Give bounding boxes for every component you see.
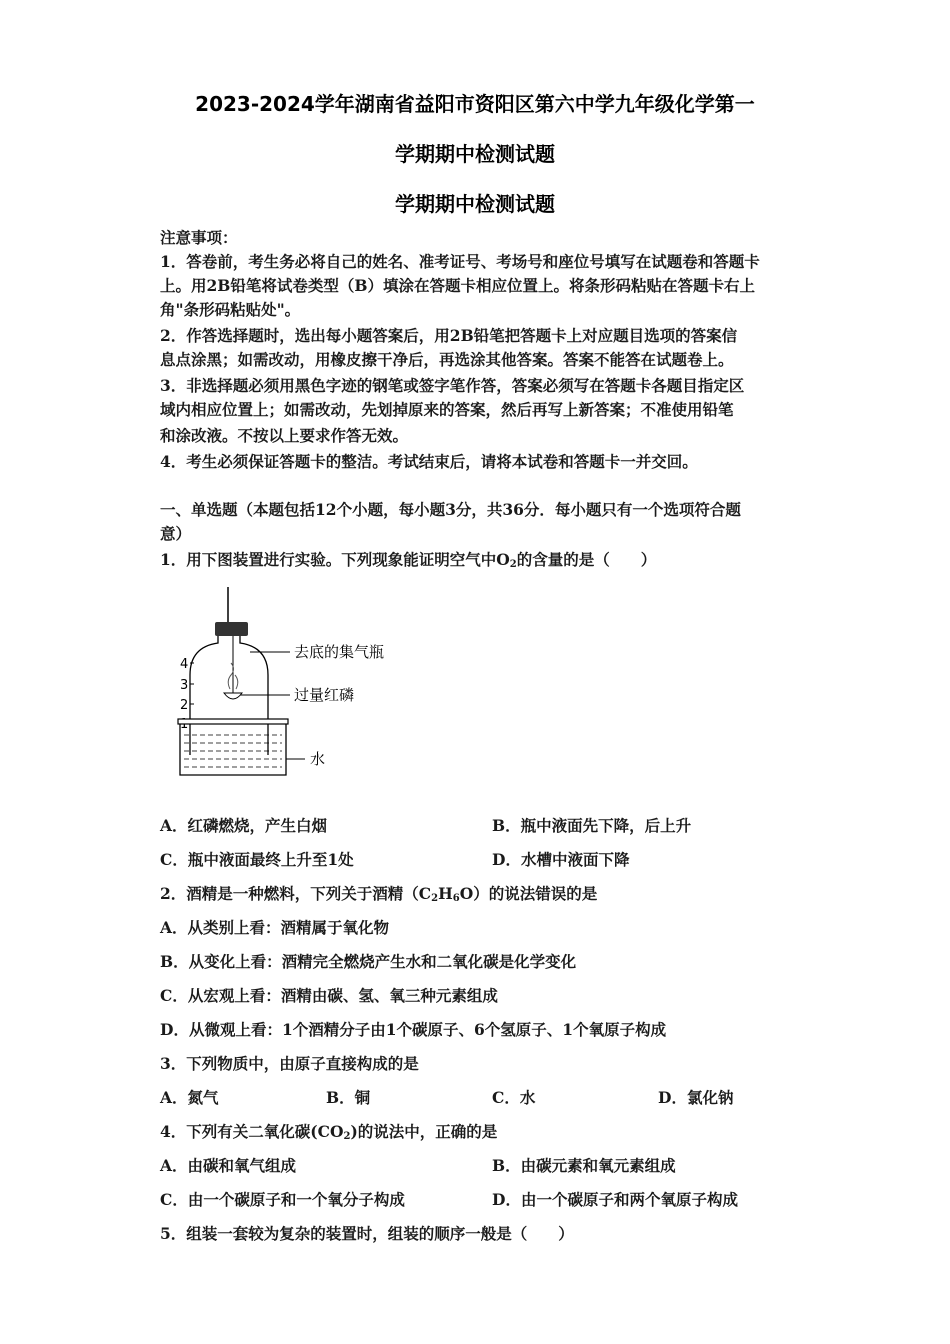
label-water: 水 [310, 750, 326, 768]
q3-option-b[interactable]: B．铜 [326, 1088, 371, 1107]
stopper [215, 622, 248, 636]
exam-title-line1: 2023-2024学年湖南省益阳市资阳区第六中学九年级化学第一 [195, 92, 755, 116]
q2-mid1: H [438, 884, 453, 903]
smoke [235, 675, 238, 689]
q4-option-b[interactable]: B．由碳元素和氧元素组成 [492, 1156, 676, 1175]
q3-stem: 3．下列物质中，由原子直接构成的是 [160, 1054, 419, 1073]
q1-option-b[interactable]: B．瓶中液面先下降，后上升 [492, 816, 692, 835]
notice-line: 角"条形码粘贴处"。 [160, 300, 301, 319]
q4-option-a[interactable]: A．由碳和氧气组成 [160, 1156, 297, 1175]
notice-line: 1．答卷前，考生务必将自己的姓名、准考证号、考场号和座位号填写在试题卷和答题卡 [160, 252, 760, 271]
notice-heading: 注意事项： [160, 228, 238, 247]
q4-stem [160, 1122, 497, 1147]
label-phosphorus: 过量红磷 [294, 686, 355, 704]
q2-sub1: 2 [431, 893, 439, 904]
q4-stem-sub: 2 [343, 1131, 351, 1142]
notice-line: 和涂改液。不按以上要求作答无效。 [160, 426, 409, 445]
q4-stem-a: 4．下列有关二氧化碳(CO [160, 1122, 344, 1141]
label-bottle: 去底的集气瓶 [294, 643, 385, 661]
q2-option-d[interactable]: D．从微观上看：1个酒精分子由1个碳原子、6个氢原子、1个氧原子构成 [160, 1020, 667, 1039]
q2-option-c[interactable]: C．从宏观上看：酒精由碳、氢、氧三种元素组成 [160, 986, 498, 1005]
q2-sub2: 6 [452, 893, 460, 904]
water-dashes [184, 735, 282, 767]
q3-option-a[interactable]: A．氮气 [160, 1088, 219, 1107]
q2-stem-a: 2．酒精是一种燃料，下列关于酒精（C [160, 884, 432, 903]
q4-stem-b: )的说法中，正确的是 [350, 1122, 498, 1141]
notice-line: 域内相应位置上；如需改动，先划掉原来的答案，然后再写上新答案；不准使用铅笔 [160, 400, 734, 419]
q1-option-c[interactable]: C．瓶中液面最终上升至1处 [160, 850, 354, 869]
q1-stem [160, 550, 656, 575]
combustion-spoon [224, 693, 242, 699]
q3-option-c[interactable]: C．水 [492, 1088, 536, 1107]
trough-rim [178, 719, 288, 724]
notice-line: 上。用2B铅笔将试卷类型（B）填涂在答题卡相应位置上。将条形码粘贴在答题卡右上 [160, 276, 755, 295]
q1-apparatus-figure [170, 585, 420, 780]
scale-label: 3 [180, 678, 189, 693]
q1-option-a[interactable]: A．红磷燃烧，产生白烟 [160, 816, 328, 835]
notice-line: 3．非选择题必须用黑色字迹的钢笔或签字笔作答，答案必须写在答题卡各题目指定区 [160, 376, 745, 395]
q5-stem: 5．组装一套较为复杂的装置时，组装的顺序一般是（ ） [160, 1224, 574, 1243]
q4-option-c[interactable]: C．由一个碳原子和一个氧分子构成 [160, 1190, 405, 1209]
q2-option-b[interactable]: B．从变化上看：酒精完全燃烧产生水和二氧化碳是化学变化 [160, 952, 577, 971]
q2-option-a[interactable]: A．从类别上看：酒精属于氧化物 [160, 918, 390, 937]
q2-stem [160, 884, 597, 909]
section-heading-cont: 意） [160, 524, 192, 543]
q4-option-d[interactable]: D．由一个碳原子和两个氧原子构成 [492, 1190, 738, 1209]
scale-label: 4 [180, 657, 189, 672]
scale-label: 2 [180, 698, 189, 713]
q1-option-d[interactable]: D．水槽中液面下降 [492, 850, 630, 869]
q2-stem-b: O）的说法错误的是 [459, 884, 598, 903]
notice-line: 息点涂黑；如需改动，用橡皮擦干净后，再选涂其他答案。答案不能答在试题卷上。 [160, 350, 734, 369]
section-heading: 一、单选题（本题包括12个小题，每小题3分，共36分．每小题只有一个选项符合题 [160, 500, 741, 519]
q1-stem-a: 1．用下图装置进行实验。下列现象能证明空气中O [160, 550, 510, 569]
q3-option-d[interactable]: D．氯化钠 [658, 1088, 734, 1107]
exam-title-line3: 学期期中检测试题 [395, 192, 555, 216]
q1-stem-sub: 2 [509, 559, 517, 570]
q1-stem-b: 的含量的是（ ） [516, 550, 657, 569]
notice-line: 2．作答选择题时，选出每小题答案后，用2B铅笔把答题卡上对应题目选项的答案信 [160, 326, 738, 345]
notice-line: 4．考生必须保证答题卡的整洁。考试结束后，请将本试卷和答题卡一并交回。 [160, 452, 698, 471]
exam-title-line2: 学期期中检测试题 [395, 142, 555, 166]
